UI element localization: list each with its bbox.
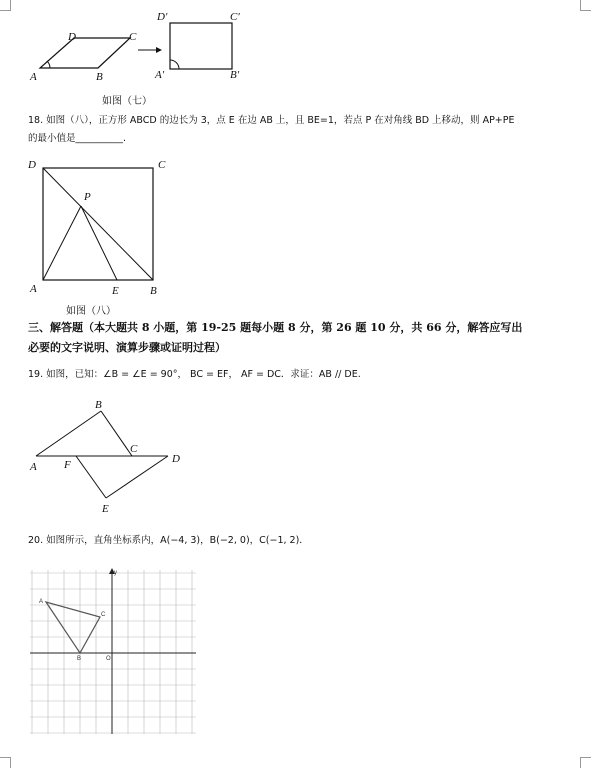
label-y: y xyxy=(114,570,117,576)
label-c: C xyxy=(130,443,138,455)
rectangle-a2b2c2d2 xyxy=(170,23,232,69)
label-a: A xyxy=(30,461,37,473)
label-b-prime: B′ xyxy=(230,69,240,81)
angle-arc-a xyxy=(47,61,50,68)
caption-figure-8: 如图（八） xyxy=(66,306,116,317)
section-3-heading-line2: 必要的文字说明、演算步骤或证明过程） xyxy=(28,341,226,354)
segment-bc xyxy=(101,411,132,456)
label-b: B xyxy=(95,399,102,411)
parallelogram-abcd xyxy=(40,38,130,68)
q19-text: 19. 如图，已知：∠B = ∠E = 90°， BC = EF， AF = DC．求证：AB // DE. xyxy=(28,369,361,380)
q18-text-line2: 的最小值是__________. xyxy=(28,133,127,144)
label-c: C xyxy=(129,31,137,43)
figure-7 xyxy=(28,8,258,88)
label-b: B xyxy=(77,656,82,662)
angle-arc-a2 xyxy=(170,60,179,69)
label-d-prime: D′ xyxy=(157,11,168,23)
figure-q19 xyxy=(26,394,196,518)
label-b: B xyxy=(150,285,157,297)
label-o: O xyxy=(106,656,111,662)
corner-mark-top-left xyxy=(0,0,11,11)
label-d: D xyxy=(68,31,76,43)
label-e: E xyxy=(102,503,109,515)
label-a: A xyxy=(39,599,44,605)
q20-text: 20. 如图所示，直角坐标系内，A(−4, 3)，B(−2, 0)，C(−1, 2)． xyxy=(28,535,309,546)
segment-pe xyxy=(81,206,117,280)
segment-ed xyxy=(106,456,168,498)
corner-mark-top-right xyxy=(580,0,591,11)
figure-8 xyxy=(26,154,176,299)
caption-figure-7: 如图（七） xyxy=(102,96,152,107)
label-c: C xyxy=(158,159,166,171)
label-p: P xyxy=(84,191,91,203)
corner-mark-bottom-left xyxy=(0,757,11,768)
grid-lines xyxy=(30,570,196,734)
coordinate-grid xyxy=(30,566,200,734)
label-b: B xyxy=(96,71,103,83)
segment-ab xyxy=(36,411,101,456)
label-d: D xyxy=(172,453,180,465)
label-c-prime: C′ xyxy=(230,11,240,23)
label-d: D xyxy=(28,159,36,171)
label-c: C xyxy=(101,612,106,618)
corner-mark-bottom-right xyxy=(580,757,591,768)
arrowhead xyxy=(156,47,162,53)
section-3-heading-line1: 三、解答题（本大题共 8 小题，第 19-25 题每小题 8 分，第 26 题 10 分，共 66 分，解答应写出 xyxy=(28,321,523,334)
label-a: A xyxy=(30,71,37,83)
segment-ap xyxy=(43,206,81,280)
segment-fe xyxy=(76,456,106,498)
q18-text-line1: 18. 如图（八），正方形 ABCD 的边长为 3，点 E 在边 AB 上，且 BE=1，若点 P 在对角线 BD 上移动，则 AP+PE xyxy=(28,115,515,126)
label-e: E xyxy=(112,285,119,297)
label-f: F xyxy=(64,459,71,471)
label-a-prime: A′ xyxy=(155,69,165,81)
triangle-abc xyxy=(46,602,100,653)
label-a: A xyxy=(30,283,37,295)
diagonal-bd xyxy=(43,168,153,280)
